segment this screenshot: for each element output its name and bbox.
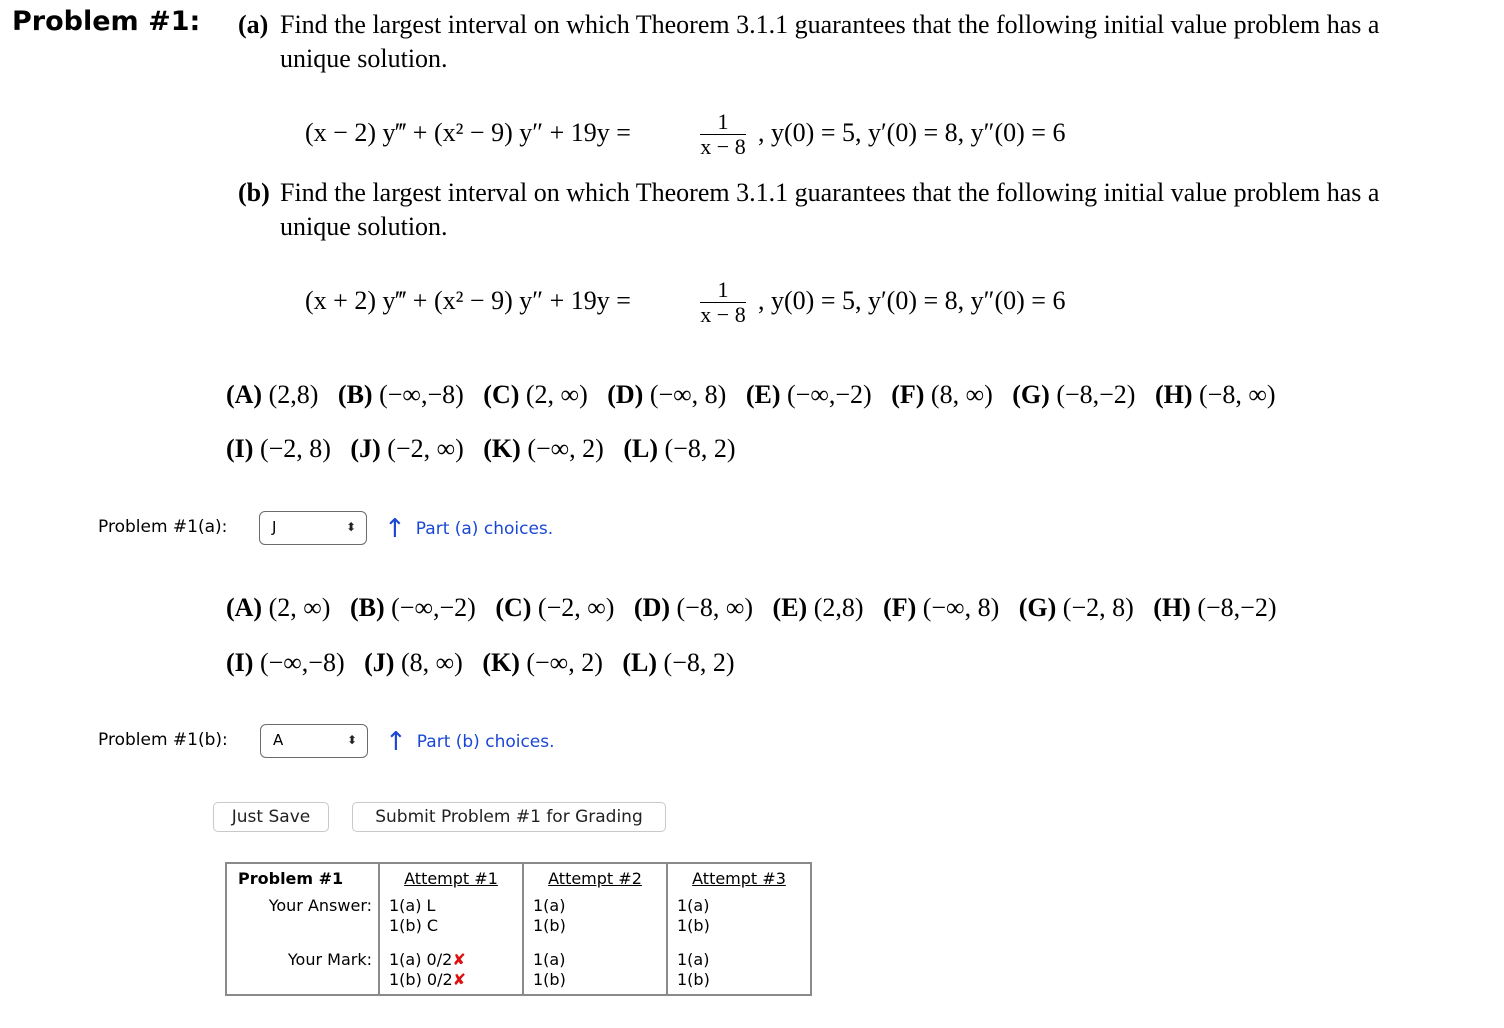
attempt-1-mark: 1(a) 0/2✘ 1(b) 0/2✘ xyxy=(379,950,523,995)
just-save-button[interactable]: Just Save xyxy=(213,802,329,832)
up-arrow-icon: ↑ xyxy=(385,727,407,757)
equation-b-initial-conditions: , y(0) = 5, y′(0) = 8, y″(0) = 6 xyxy=(758,286,1066,315)
part-a-text-2: unique solution. xyxy=(280,44,448,73)
up-arrow-icon: ↑ xyxy=(384,514,406,544)
answer-b-hint: ↑ Part (b) choices. xyxy=(385,727,555,757)
attempt-3-mark: 1(a) 1(b) xyxy=(667,950,811,995)
answer-b-select[interactable] xyxy=(260,724,368,758)
your-mark-label: Your Mark: xyxy=(287,950,372,969)
attempts-problem-header: Problem #1 xyxy=(238,869,344,888)
part-b-text-1: Find the largest interval on which Theorem 3.1.1 guarantees that the following initial value problem has a xyxy=(280,178,1380,207)
part-a-label: (a) xyxy=(238,10,269,39)
answer-a-selected-value: J xyxy=(272,518,277,536)
equation-a-lhs: (x − 2) y‴ + (x² − 9) y″ + 19y = xyxy=(305,118,631,147)
your-answer-label: Your Answer: xyxy=(268,896,372,915)
submit-button[interactable]: Submit Problem #1 for Grading xyxy=(352,802,666,832)
choices-a-row-1: (A) (2,8) (B) (−∞,−8) (C) (2, ∞) (D) (−∞, 8) (E) (−∞,−2) (F) (8, ∞) (G) (−8,−2) (H) (−8, ∞) xyxy=(226,380,1276,409)
answer-b-selected-value: A xyxy=(273,731,284,749)
equation-b-lhs: (x + 2) y‴ + (x² − 9) y″ + 19y = xyxy=(305,286,631,315)
equation-b-fraction: 1 x − 8 xyxy=(700,277,746,327)
part-a-text-1: Find the largest interval on which Theorem 3.1.1 guarantees that the following initial value problem has a xyxy=(280,10,1380,39)
attempt-2-mark: 1(a) 1(b) xyxy=(523,950,667,995)
select-arrows-icon: ⬍ xyxy=(346,733,357,747)
answer-a-label: Problem #1(a): xyxy=(98,517,228,537)
problem-title: Problem #1: xyxy=(12,6,201,37)
equation-a-fraction: 1 x − 8 xyxy=(700,109,746,159)
wrong-x-icon: ✘ xyxy=(452,950,466,969)
attempt-1-answer: 1(a) L 1(b) C xyxy=(379,894,523,950)
answer-a-select[interactable] xyxy=(259,511,367,545)
attempt-2-link[interactable]: Attempt #2 xyxy=(523,863,667,894)
attempt-3-link[interactable]: Attempt #3 xyxy=(667,863,811,894)
answer-b-label: Problem #1(b): xyxy=(98,730,228,750)
wrong-x-icon: ✘ xyxy=(452,970,467,989)
part-b-text-2: unique solution. xyxy=(280,212,448,241)
select-arrows-icon: ⬍ xyxy=(345,520,356,534)
choices-b-row-2: (I) (−∞,−8) (J) (8, ∞) (K) (−∞, 2) (L) (−8, 2) xyxy=(226,648,735,677)
choices-b-row-1: (A) (2, ∞) (B) (−∞,−2) (C) (−2, ∞) (D) (−8, ∞) (E) (2,8) (F) (−∞, 8) (G) (−2, 8) (H) (−8,−2) xyxy=(226,593,1277,622)
equation-a-initial-conditions: , y(0) = 5, y′(0) = 8, y″(0) = 6 xyxy=(758,118,1066,147)
part-b-label: (b) xyxy=(238,178,270,207)
attempt-3-answer: 1(a) 1(b) xyxy=(667,894,811,950)
attempt-1-link[interactable]: Attempt #1 xyxy=(379,863,523,894)
attempts-table xyxy=(225,862,812,996)
answer-a-hint: ↑ Part (a) choices. xyxy=(384,514,554,544)
choices-a-row-2: (I) (−2, 8) (J) (−2, ∞) (K) (−∞, 2) (L) (−8, 2) xyxy=(226,434,736,463)
attempt-2-answer: 1(a) 1(b) xyxy=(523,894,667,950)
